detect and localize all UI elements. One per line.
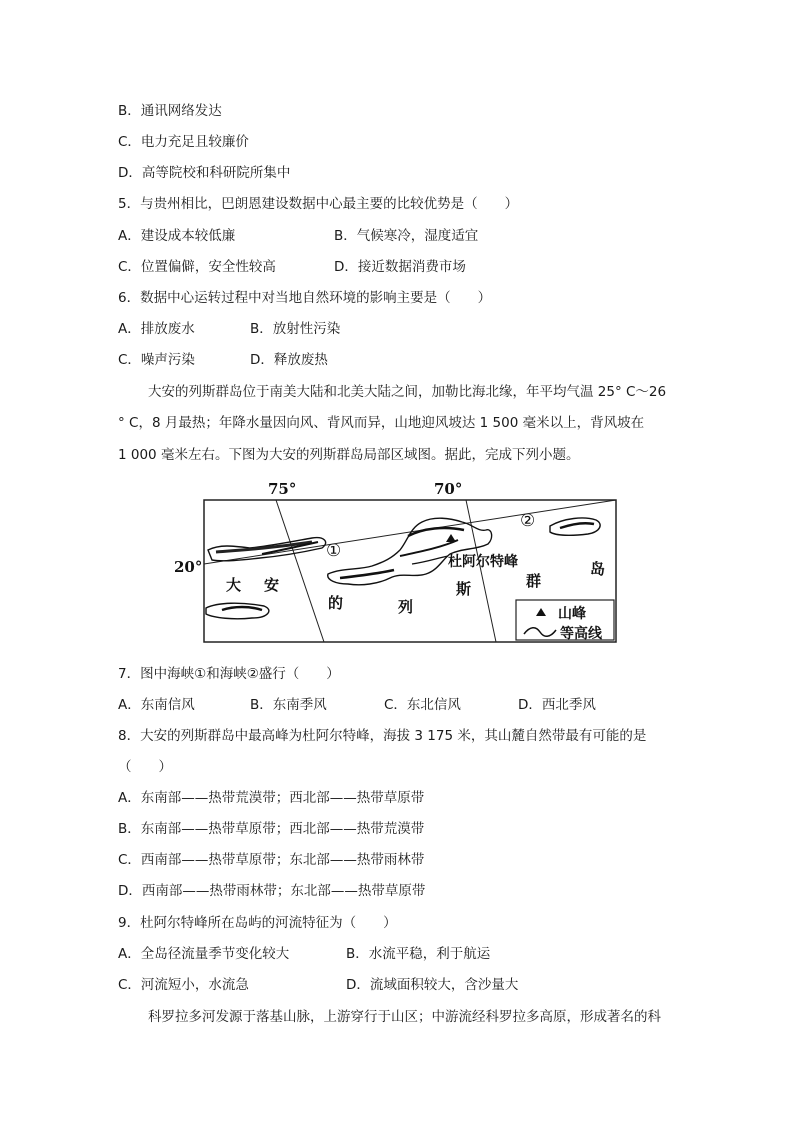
question-5: 5．与贵州相比，巴朗恩建设数据中心最主要的比较优势是（ ）: [118, 196, 519, 212]
region-char: 群: [526, 572, 542, 590]
option-c: C．西南部——热带草原带；东北部——热带雨林带: [118, 852, 425, 868]
option-d: D．接近数据消费市场: [334, 259, 466, 275]
option-a: A．建设成本较低廉: [118, 228, 236, 244]
option-c: C．位置偏僻，安全性较高: [118, 259, 276, 275]
option-c: C．河流短小，水流急: [118, 977, 249, 993]
text-line: C．电力充足且较廉价: [118, 134, 249, 150]
question-6: 6．数据中心运转过程中对当地自然环境的影响主要是（ ）: [118, 290, 492, 306]
option-b: B．放射性污染: [250, 321, 341, 337]
strait-1-label: ①: [326, 541, 342, 561]
map-figure: [172, 478, 622, 646]
option-b: B．水流平稳，利于航运: [346, 946, 491, 962]
option-a: A．东南信风: [118, 697, 195, 713]
option-a: A．排放废水: [118, 321, 195, 337]
region-char: 安: [264, 576, 280, 594]
paragraph-line: ° C，8 月最热；年降水量因向风、背风而异，山地迎风坡达 1 500 毫米以上，背风坡在: [118, 415, 645, 431]
paragraph-line: 科罗拉多河发源于落基山脉，上游穿行于山区；中游流经科罗拉多高原，形成著名的科: [148, 1009, 661, 1025]
map-lon-left-label: 75°: [268, 480, 297, 498]
question-7: 7．图中海峡①和海峡②盛行（ ）: [118, 666, 340, 682]
option-c: C．东北信风: [384, 697, 461, 713]
map-legend: [516, 600, 614, 642]
legend-contour-label: 等高线: [560, 626, 602, 642]
question-9: 9．杜阿尔特峰所在岛屿的河流特征为（ ）: [118, 915, 397, 931]
option-a: A．东南部——热带荒漠带；西北部——热带草原带: [118, 790, 425, 806]
text-line: B．通讯网络发达: [118, 103, 222, 119]
option-b: B．气候寒冷，湿度适宜: [334, 228, 479, 244]
question-8-paren: （ ）: [118, 759, 172, 775]
option-d: D．流域面积较大，含沙量大: [346, 977, 519, 993]
option-a: A．全岛径流量季节变化较大: [118, 946, 290, 962]
region-char: 大: [226, 576, 242, 594]
strait-2-label: ②: [520, 511, 536, 531]
region-char: 岛: [590, 560, 606, 578]
peak-label: 杜阿尔特峰: [448, 554, 518, 570]
map-lon-right-label: 70°: [434, 480, 463, 498]
paragraph-line: 1 000 毫米左右。下图为大安的列斯群岛局部区域图。据此，完成下列小题。: [118, 447, 580, 463]
map-lat-label: 20°: [174, 558, 203, 576]
region-char: 列: [398, 598, 414, 616]
option-d: D．西南部——热带雨林带；东北部——热带草原带: [118, 883, 426, 899]
option-b: B．东南季风: [250, 697, 327, 713]
option-b: B．东南部——热带草原带；西北部——热带荒漠带: [118, 821, 425, 837]
option-d: D．西北季风: [518, 697, 596, 713]
option-c: C．噪声污染: [118, 352, 195, 368]
region-char: 斯: [456, 580, 472, 598]
paragraph-line: 大安的列斯群岛位于南美大陆和北美大陆之间，加勒比海北缘，年平均气温 25° C～26: [148, 384, 667, 400]
text-line: D．高等院校和科研院所集中: [118, 165, 291, 181]
region-char: 的: [328, 594, 344, 612]
question-8: 8．大安的列斯群岛中最高峰为杜阿尔特峰，海拔 3 175 米，其山麓自然带最有可能的是: [118, 728, 647, 744]
legend-peak-label: 山峰: [558, 606, 586, 622]
option-d: D．释放废热: [250, 352, 328, 368]
